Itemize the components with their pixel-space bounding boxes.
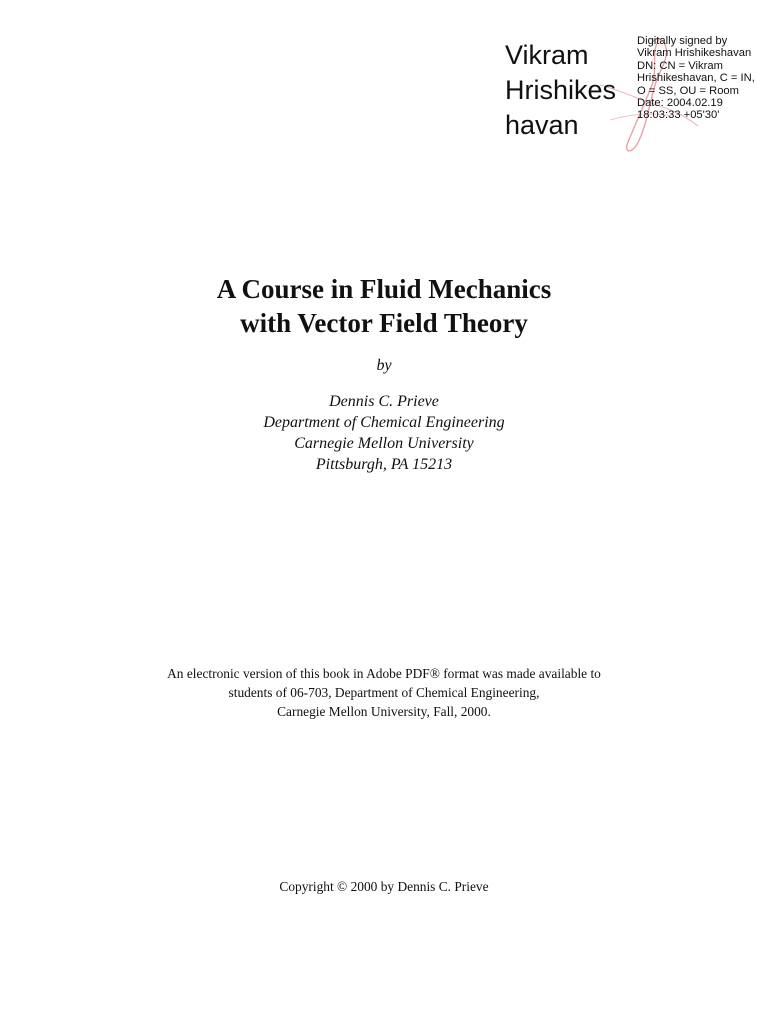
signature-details: Digitally signed by Vikram Hrishikeshavan DN: CN = Vikram Hrishikeshavan, C = IN, O = SS, OU = Room Date: 2004.02.19 18:03:33 +05'30' [637, 35, 755, 122]
author-university: Carnegie Mellon University [294, 435, 474, 452]
by-line: by [376, 357, 392, 374]
digital-signature-block [500, 30, 762, 160]
signer-name: Vikram Hrishikes havan [505, 40, 617, 140]
book-title [0, 272, 768, 340]
title-line-2: with Vector Field Theory [240, 308, 528, 338]
author-name: Dennis C. Prieve [329, 393, 439, 410]
note-line-2: students of 06-703, Department of Chemical Engineering, [228, 685, 540, 700]
author-department: Department of Chemical Engineering [263, 414, 505, 431]
note-line-1: An electronic version of this book in Adobe PDF® format was made available to [167, 666, 601, 681]
electronic-version-note [0, 664, 768, 721]
note-line-3: Carnegie Mellon University, Fall, 2000. [277, 704, 491, 719]
title-line-1: A Course in Fluid Mechanics [216, 274, 552, 304]
author-block [0, 391, 768, 475]
author-city: Pittsburgh, PA 15213 [315, 456, 453, 473]
copyright-notice: Copyright © 2000 by Dennis C. Prieve [279, 879, 489, 894]
